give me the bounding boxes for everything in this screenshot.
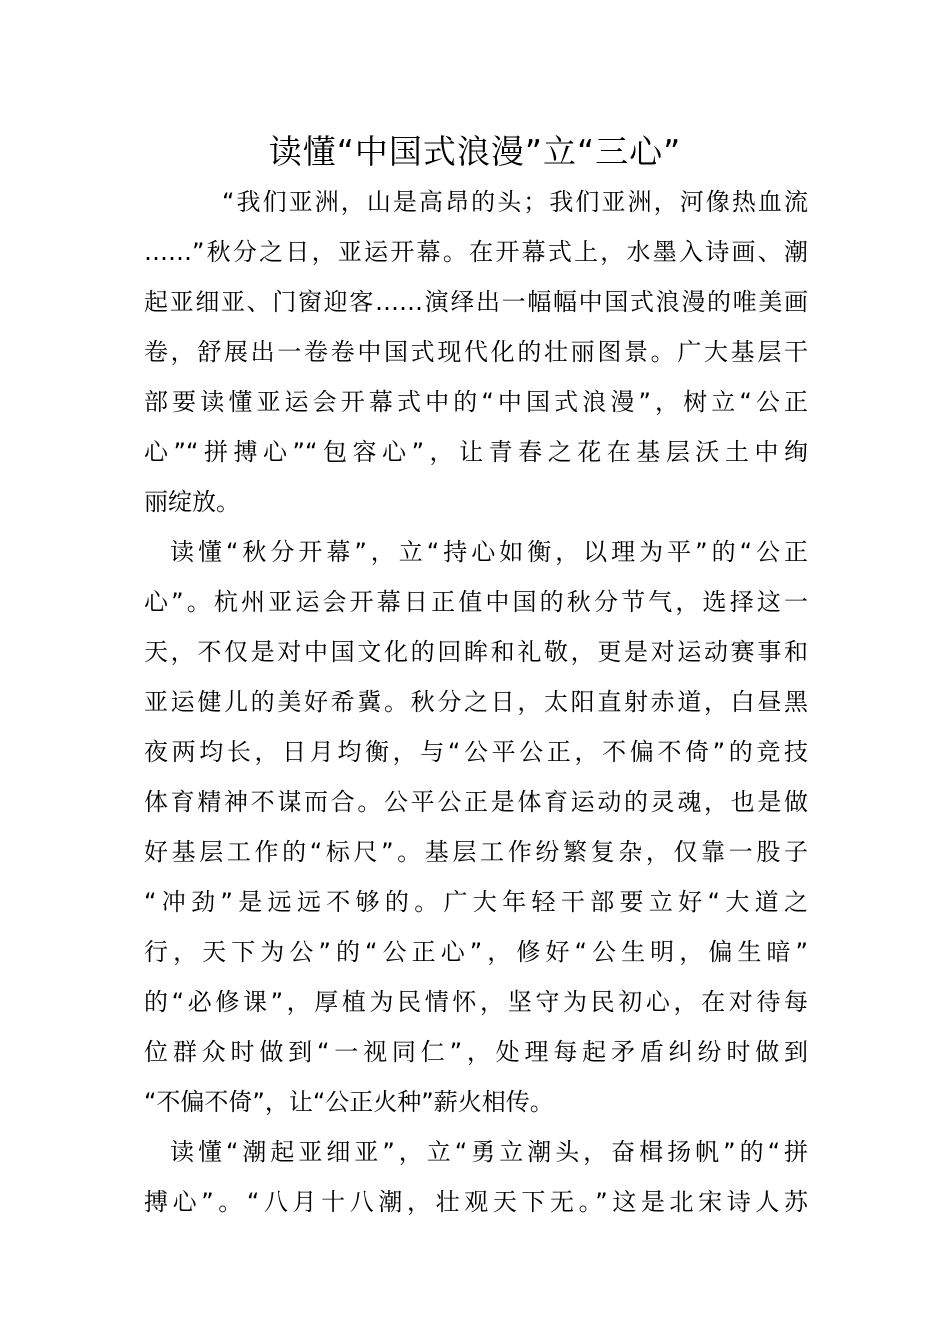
paragraph-line: 亚运健儿的美好希冀。秋分之日，太阳直射赤道，白昼黑 <box>144 688 808 716</box>
paragraph-line: 天，不仅是对中国文化的回眸和礼敬，更是对运动赛事和 <box>144 638 808 666</box>
paragraph-line: 夜两均长，日月均衡，与“公平公正，不偏不倚”的竞技 <box>144 738 808 766</box>
paragraph-line: 的“必修课”，厚植为民情怀，坚守为民初心，在对待每 <box>144 988 808 1016</box>
paragraph-line: 起亚细亚、门窗迎客……演绎出一幅幅中国式浪漫的唯美画 <box>144 288 808 316</box>
paragraph-line: 心”。杭州亚运会开幕日正值中国的秋分节气，选择这一 <box>144 588 808 616</box>
paragraph-line: 丽绽放。 <box>144 488 240 516</box>
paragraph-line: 体育精神不谋而合。公平公正是体育运动的灵魂，也是做 <box>144 788 808 816</box>
paragraph-line: 好基层工作的“标尺”。基层工作纷繁复杂，仅靠一股子 <box>144 838 808 866</box>
paragraph-line: “不偏不倚”，让“公正火种”薪火相传。 <box>144 1088 554 1116</box>
paragraph-line: 读懂“秋分开幕”，立“持心如衡，以理为平”的“公正 <box>170 538 808 566</box>
paragraph-line: 卷，舒展出一卷卷中国式现代化的壮丽图景。广大基层干 <box>144 338 808 366</box>
paragraph-line: 读懂“潮起亚细亚”，立“勇立潮头，奋楫扬帆”的“拼 <box>170 1138 808 1166</box>
paragraph-line: “我们亚洲，山是高昂的头；我们亚洲，河像热血流 <box>222 188 808 216</box>
paragraph-line: “冲劲”是远远不够的。广大年轻干部要立好“大道之 <box>144 888 808 916</box>
paragraph-line: ……”秋分之日，亚运开幕。在开幕式上，水墨入诗画、潮 <box>144 238 808 266</box>
paragraph-line: 心”“拼搏心”“包容心”，让青春之花在基层沃土中绚 <box>144 438 808 466</box>
paragraph-line: 部要读懂亚运会开幕式中的“中国式浪漫”，树立“公正 <box>144 388 808 416</box>
document-title: 读懂“中国式浪漫”立“三心” <box>268 132 682 171</box>
paragraph-line: 搏心”。“八月十八潮，壮观天下无。”这是北宋诗人苏 <box>144 1188 808 1216</box>
paragraph-line: 位群众时做到“一视同仁”，处理每起矛盾纠纷时做到 <box>144 1038 808 1066</box>
paragraph-line: 行，天下为公”的“公正心”，修好“公生明，偏生暗” <box>144 938 808 966</box>
